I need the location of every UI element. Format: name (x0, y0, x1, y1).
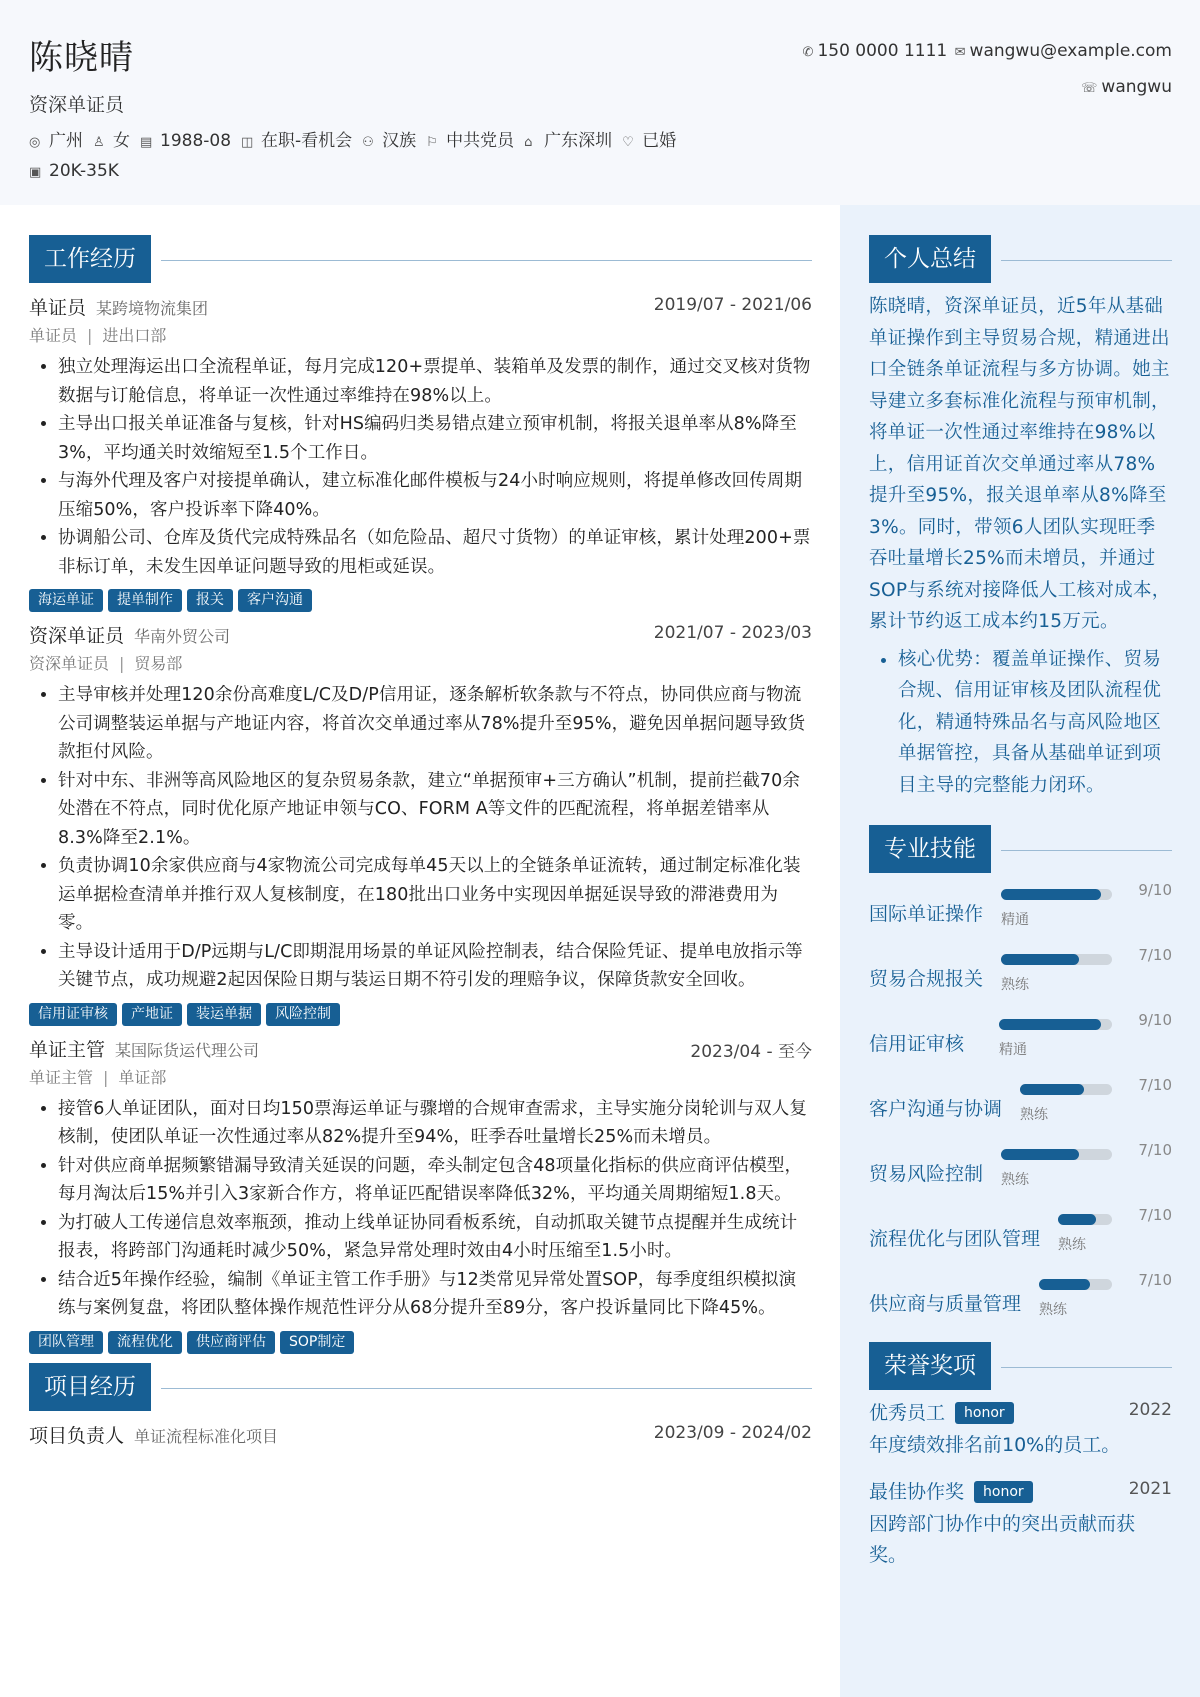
skill-bar (1058, 1214, 1112, 1225)
job-bullet: • 针对供应商单据频繁错漏导致清关延误的问题，牵头制定包含48项量化指标的供应商评估模型，每月淘汰后15%并引入3家新合作方，将单证匹配错误率降低32%，平均通关周期缩短1.8天。 (58, 1152, 812, 1209)
skill-score: 9/10 (1138, 881, 1172, 899)
contact-info (803, 34, 1172, 106)
skill-tag: 提单制作 (108, 589, 182, 612)
honor-description: 因跨部门协作中的突出贡献而获奖。 (869, 1513, 1136, 1566)
skill-row (869, 881, 1172, 946)
info-text: 广东深圳 (544, 131, 613, 151)
info-item (362, 127, 416, 157)
separator: | (103, 1067, 109, 1087)
skill-bar (999, 1019, 1112, 1030)
job-tags (29, 1003, 812, 1027)
info-text: 在职-看机会 (261, 131, 353, 151)
job-position: 资深单证员 (29, 654, 110, 673)
section-divider (161, 260, 812, 261)
info-item (29, 157, 119, 187)
skill-level: 精通 (999, 1042, 1027, 1058)
skills-section-title: 专业技能 (869, 825, 991, 873)
skill-level: 熟练 (1058, 1237, 1086, 1253)
job-title-group (29, 1035, 259, 1062)
honors-section-header (869, 1342, 1172, 1390)
info-text: 广州 (49, 131, 83, 151)
job-tags (29, 589, 812, 613)
honor-description: 年度绩效排名前10%的员工。 (869, 1434, 1121, 1456)
section-divider (161, 1388, 812, 1389)
skill-tag: 报关 (187, 589, 233, 612)
summary-highlight: • 核心优势：覆盖单证操作、贸易合规、信用证审核及团队流程优化，精通特殊品名与高风险地区单据管控，具备从基础单证到项目主导的完整能力闭环。 (898, 644, 1172, 802)
honors-section-title: 荣誉奖项 (869, 1342, 991, 1390)
skill-bar-fill (1001, 889, 1101, 900)
skill-bar-fill (1001, 954, 1079, 965)
job-department: 贸易部 (134, 654, 183, 673)
info-text: 女 (113, 131, 130, 151)
skill-row (869, 1271, 1172, 1336)
skill-score: 7/10 (1138, 1141, 1172, 1159)
skill-tag: 流程优化 (108, 1331, 182, 1354)
honor-title-group (869, 1477, 1033, 1504)
section-divider (1001, 260, 1172, 261)
skill-bar-fill (1039, 1279, 1090, 1290)
job-bullets (29, 1095, 812, 1323)
skill-row (869, 1011, 1172, 1076)
info-item (29, 127, 83, 157)
honor-title: 最佳协作奖 (869, 1481, 965, 1503)
skill-bar-fill (999, 1019, 1101, 1030)
job-bullet: • 主导设计适用于D/P远期与L/C即期混用场景的单证风险控制表，结合保险凭证、提单电放指示等关键节点，成功规避2起因保险日期与装运日期不符引发的理赔争议，保障货款安全回收。 (58, 938, 812, 995)
home-icon: ⌂ (524, 135, 533, 150)
skill-name: 供应商与质量管理 (869, 1293, 1022, 1315)
money-icon: ▣ (29, 165, 42, 180)
section-divider (1001, 850, 1172, 851)
info-item (93, 127, 130, 157)
skill-tag: 海运单证 (29, 589, 103, 612)
job-bullet: • 结合近5年操作经验，编制《单证主管工作手册》与12类常见异常处置SOP，每季度组织模拟演练与案例复盘，将团队整体操作规范性评分从68分提升至89分，客户投诉量同比下降45%。 (58, 1266, 812, 1323)
info-item (241, 127, 352, 157)
person-icon: ♙ (93, 135, 105, 150)
separator: | (119, 654, 125, 673)
work-section-header (29, 235, 812, 283)
honor-year: 2022 (1128, 1400, 1172, 1420)
job-position: 单证员 (29, 326, 78, 345)
info-text: 汉族 (382, 131, 417, 151)
summary-body (869, 291, 1172, 801)
honor-title: 优秀员工 (869, 1402, 946, 1424)
skill-tag: 信用证审核 (29, 1003, 117, 1026)
skill-name: 贸易风险控制 (869, 1163, 984, 1185)
info-text: 20K-35K (49, 161, 119, 181)
job-date: 2021/07 - 2023/03 (653, 623, 812, 643)
skill-tag: 团队管理 (29, 1331, 103, 1354)
skill-row (869, 1076, 1172, 1141)
skill-tag: 产地证 (122, 1003, 182, 1026)
job-title: 资深单证员 (29, 625, 125, 647)
job-bullet: • 主导审核并处理120余份高难度L/C及D/P信用证，逐条解析软条款与不符点，协同供应商与物流公司调整装运单据与产地证内容，将首次交单通过率从78%提升至95%，避免因单据问题导致货款拒付风险。 (58, 681, 812, 767)
job-bullets (29, 353, 812, 581)
skill-bar (1001, 954, 1112, 965)
project-name: 单证流程标准化项目 (134, 1426, 279, 1446)
candidate-name: 陈晓晴 (29, 38, 134, 78)
wechat-id[interactable]: wangwu (1101, 77, 1172, 97)
skill-row (869, 946, 1172, 1011)
info-item (140, 127, 231, 157)
skill-level: 熟练 (1001, 1172, 1029, 1188)
job-subtitle (29, 321, 812, 351)
skill-bar (1020, 1084, 1112, 1095)
work-experience-list (29, 291, 812, 1355)
honor-entry (869, 1477, 1172, 1571)
skill-tag: 供应商评估 (187, 1331, 275, 1354)
project-role: 项目负责人 (29, 1424, 125, 1447)
info-item (524, 127, 612, 157)
skill-level: 精通 (1001, 912, 1029, 928)
project-section-header (29, 1363, 812, 1411)
skill-level: 熟练 (1039, 1302, 1067, 1318)
honor-heading (869, 1477, 1172, 1509)
job-tags (29, 1331, 812, 1355)
job-position: 单证主管 (29, 1067, 94, 1087)
job-company: 某跨境物流集团 (96, 299, 209, 318)
skill-bar (1001, 1149, 1112, 1160)
honor-title-group (869, 1398, 1014, 1425)
group-icon: ⚇ (362, 135, 374, 150)
job-title-group (29, 293, 208, 320)
skill-bar (1001, 889, 1112, 900)
job-bullet: • 独立处理海运出口全流程单证，每月完成120+票提单、装箱单及发票的制作，通过交叉核对货物数据与订舱信息，将单证一次性通过率维持在98%以上。 (58, 353, 812, 410)
work-section-title: 工作经历 (29, 235, 151, 283)
section-divider (1001, 1367, 1172, 1368)
separator: | (87, 326, 93, 345)
email-address[interactable]: wangwu@example.com (969, 41, 1172, 61)
personal-info (29, 127, 789, 187)
skill-tag: 风险控制 (266, 1003, 340, 1026)
job-date: 2019/07 - 2021/06 (653, 295, 812, 315)
skill-tag: 装运单据 (187, 1003, 261, 1026)
job-heading (29, 291, 812, 321)
skill-score: 7/10 (1138, 1076, 1172, 1094)
skill-name: 信用证审核 (869, 1033, 965, 1055)
calendar-icon: ▤ (140, 135, 153, 150)
job-bullet: • 针对中东、非洲等高风险地区的复杂贸易条款，建立“单据预审+三方确认”机制，提前拦截70余处潜在不符点，同时优化原产地证申领与CO、FORM A等文件的匹配流程，将单据差错率从8.3%降至2.1%。 (58, 767, 812, 853)
job-date: 2023/04 - 至今 (690, 1041, 812, 1062)
sidebar (869, 235, 1172, 1587)
candidate-role: 资深单证员 (29, 94, 125, 116)
skill-row (869, 1206, 1172, 1271)
job-bullet: • 与海外代理及客户对接提单确认，建立标准化邮件模板与24小时响应规则，将提单修改回传周期压缩50%，客户投诉率下降40%。 (58, 467, 812, 524)
honor-entry (869, 1398, 1172, 1461)
skill-tag: 客户沟通 (238, 589, 312, 612)
skill-score: 7/10 (1138, 1206, 1172, 1224)
skill-name: 贸易合规报关 (869, 968, 984, 990)
honor-badge: honor (955, 1402, 1014, 1424)
phone-number[interactable]: 150 0000 1111 (817, 41, 948, 61)
heart-icon: ♡ (622, 135, 634, 150)
skills-section-header (869, 825, 1172, 873)
project-section-title: 项目经历 (29, 1363, 151, 1411)
job-bullet: • 负责协调10余家供应商与4家物流公司完成每单45天以上的全链条单证流转，通过制定标准化装运单据检查清单并推行双人复核制度，在180批出口业务中实现因单据延误导致的滞港费用为零。 (58, 852, 812, 938)
job-entry (29, 619, 812, 1027)
job-bullets (29, 681, 812, 995)
job-company: 华南外贸公司 (134, 627, 231, 646)
flag-icon: ⚐ (426, 135, 438, 150)
job-entry (29, 1033, 812, 1355)
info-text: 已婚 (642, 131, 677, 151)
skill-bar (1039, 1279, 1112, 1290)
honors-list (869, 1398, 1172, 1571)
skill-level: 熟练 (1020, 1107, 1048, 1123)
info-item (426, 127, 514, 157)
job-department: 单证部 (118, 1067, 167, 1087)
skill-name: 国际单证操作 (869, 903, 984, 925)
wechat-icon: ☏ (1081, 81, 1098, 96)
job-bullet: • 接管6人单证团队，面对日均150票海运单证与骤增的合规审查需求，主导实施分岗轮训与双人复核制，使团队单证一次性通过率从82%提升至94%，旺季吞吐量增长25%而未增员。 (58, 1095, 812, 1152)
job-bullet: • 主导出口报关单证准备与复核，针对HS编码归类易错点建立预审机制，将报关退单率从8%降至3%，平均通关时效缩短至1.5个工作日。 (58, 410, 812, 467)
honor-year: 2021 (1128, 1479, 1172, 1499)
phone-icon: ✆ (802, 45, 814, 60)
honor-badge: honor (974, 1481, 1033, 1503)
job-title: 单证员 (29, 297, 87, 319)
job-heading (29, 619, 812, 649)
main-column (29, 235, 812, 1697)
skill-bar-fill (1001, 1149, 1079, 1160)
job-company: 某国际货运代理公司 (115, 1040, 260, 1060)
job-entry (29, 291, 812, 613)
skill-score: 7/10 (1138, 1271, 1172, 1289)
info-item (622, 127, 676, 157)
job-subtitle (29, 649, 812, 679)
info-text: 1988-08 (160, 131, 232, 151)
skill-score: 7/10 (1138, 946, 1172, 964)
skills-list (869, 881, 1172, 1336)
skill-name: 客户沟通与协调 (869, 1098, 1003, 1120)
resume-header (0, 0, 1200, 205)
email-icon: ✉ (954, 45, 966, 60)
location-icon: ◎ (29, 135, 41, 150)
skill-name: 流程优化与团队管理 (869, 1228, 1041, 1250)
skill-tag: SOP制定 (280, 1331, 354, 1354)
info-text: 中共党员 (446, 131, 515, 151)
skill-level: 熟练 (1001, 977, 1029, 993)
job-title: 单证主管 (29, 1038, 106, 1061)
summary-section-header (869, 235, 1172, 283)
skill-bar-fill (1058, 1214, 1096, 1225)
job-department: 进出口部 (102, 326, 167, 345)
honor-heading (869, 1398, 1172, 1430)
summary-text: 陈晓晴，资深单证员，近5年从基础单证操作到主导贸易合规，精通进出口全链条单证流程与多方协调。她主导建立多套标准化流程与预审机制，将单证一次性通过率维持在98%以上，信用证首次交单通过率从78%提升至95%，报关退单率从8%降至3%。同时，带领6人团队实现旺季吞吐量增长25%而未增员，并通过SOP与系统对接降低人工核对成本，累计节约返工成本约15万元。 (869, 296, 1171, 632)
job-bullet: • 为打破人工传递信息效率瓶颈，推动上线单证协同看板系统，自动抓取关键节点提醒并生成统计报表，将跨部门沟通耗时减少50%，紧急异常处理时效由4小时压缩至1.5小时。 (58, 1209, 812, 1266)
job-bullet: • 协调船公司、仓库及货代完成特殊品名（如危险品、超尺寸货物）的单证审核，累计处理200+票非标订单，未发生因单证问题导致的甩柜或延误。 (58, 524, 812, 581)
summary-section-title: 个人总结 (869, 235, 991, 283)
project-entry (29, 1419, 812, 1449)
briefcase-icon: ◫ (241, 135, 254, 150)
skill-row (869, 1141, 1172, 1206)
skill-score: 9/10 (1138, 1011, 1172, 1029)
job-subtitle (29, 1063, 812, 1093)
skill-bar-fill (1020, 1084, 1084, 1095)
job-heading (29, 1033, 812, 1063)
job-title-group (29, 621, 230, 648)
project-date: 2023/09 - 2024/02 (653, 1422, 812, 1443)
